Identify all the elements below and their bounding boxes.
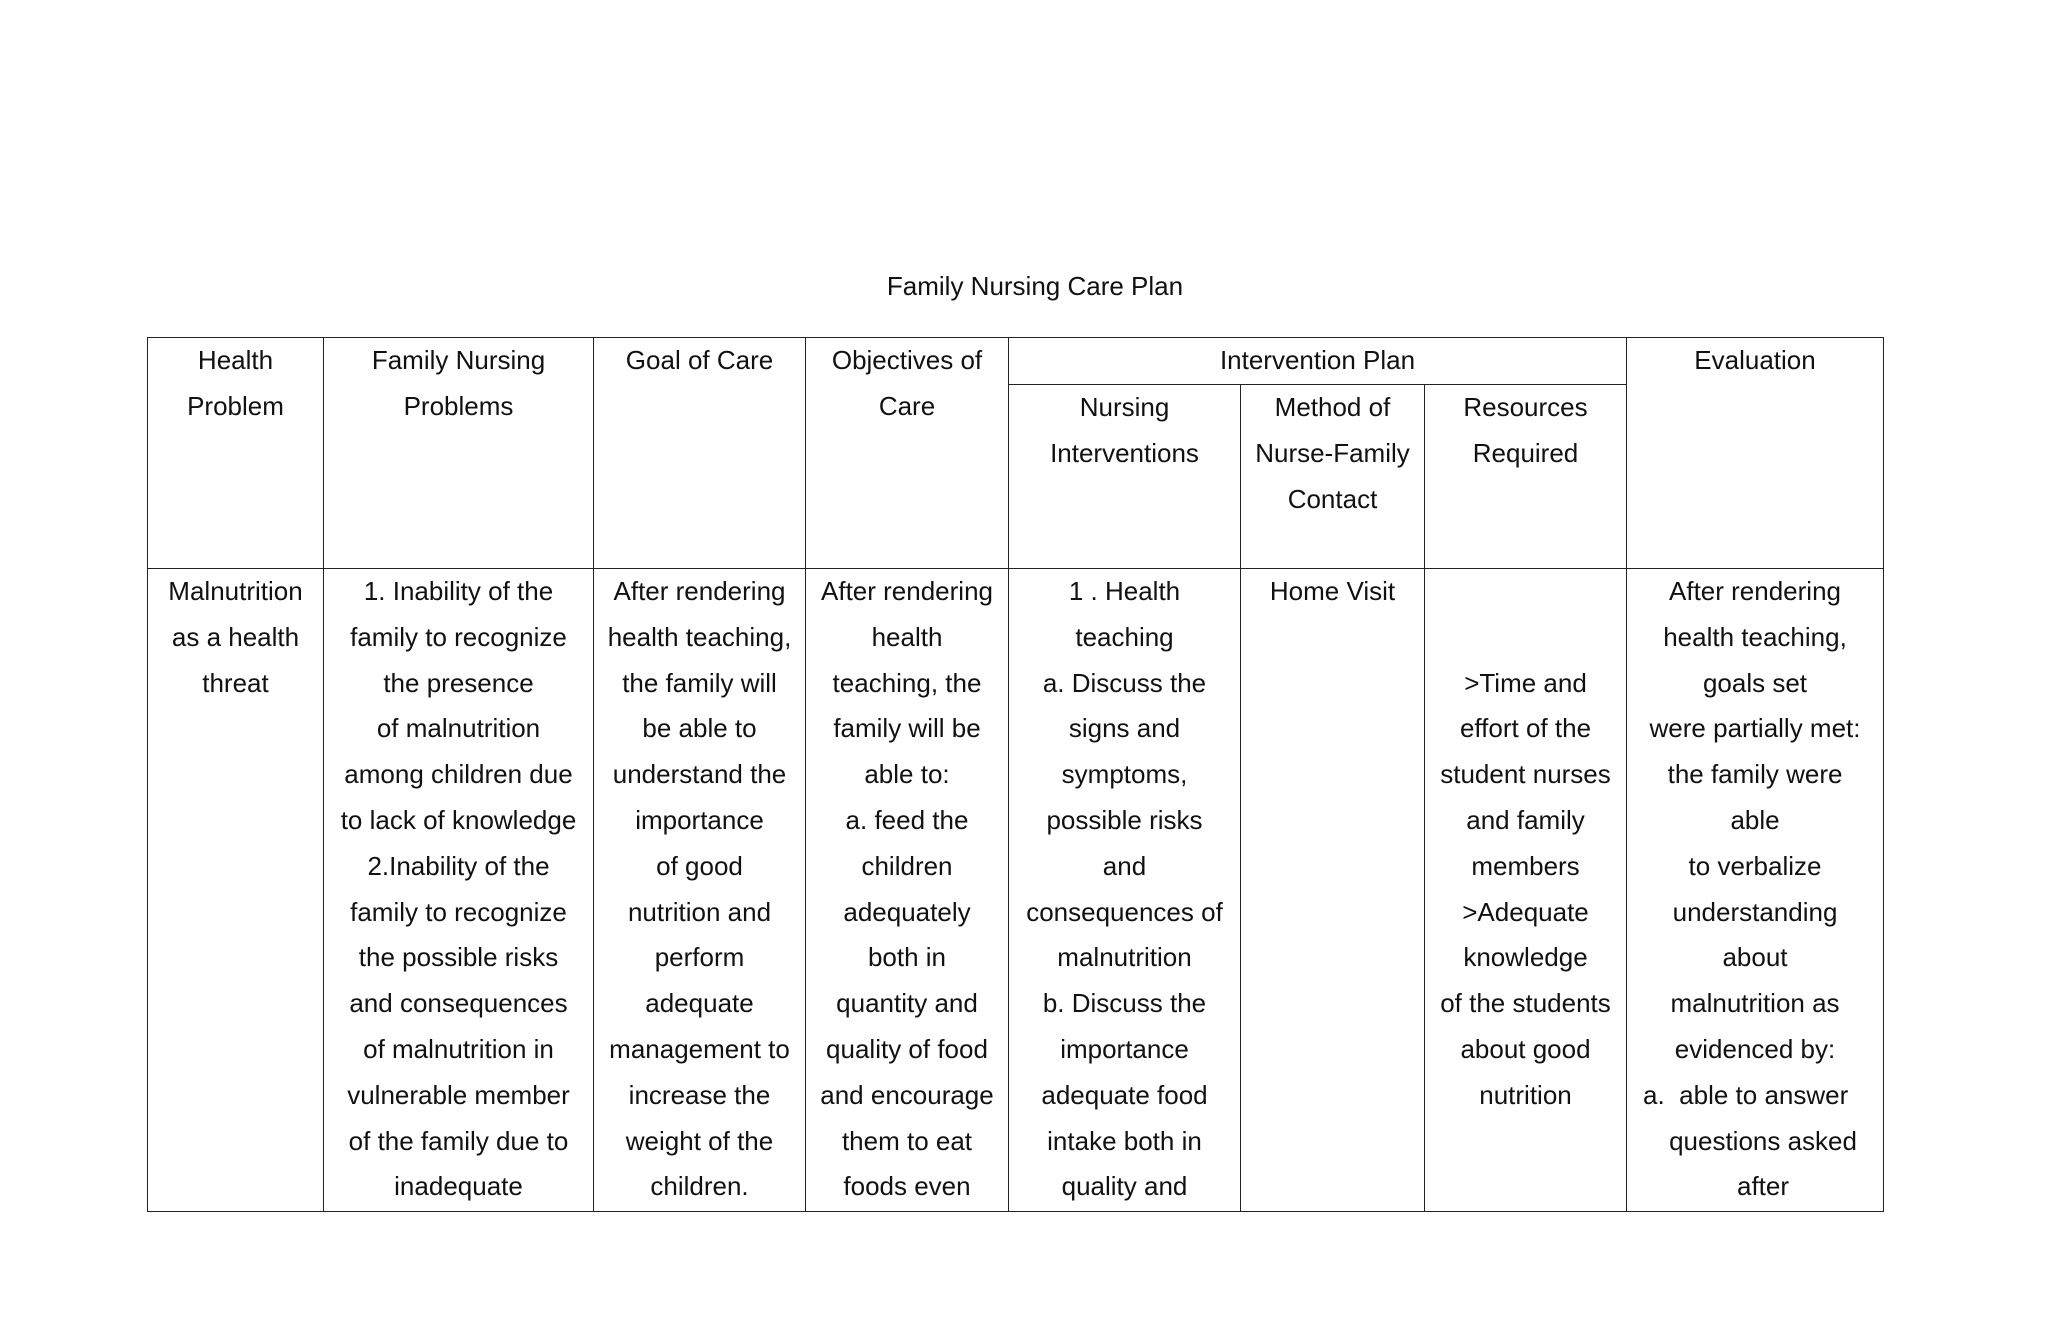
cell-method-of-contact: Home Visit — [1241, 569, 1425, 1212]
header-method-of-contact: Method of Nurse-Family Contact — [1241, 385, 1425, 569]
header-intervention-plan: Intervention Plan — [1009, 338, 1627, 385]
cell-resources-required: >Time and effort of the student nurses and family members >Adequate knowledge of the students about good nutrition — [1425, 569, 1627, 1212]
header-objectives-of-care: Objectives of Care — [806, 338, 1009, 569]
care-plan-table — [147, 337, 1884, 1212]
header-row-1 — [148, 338, 1884, 385]
table-row — [148, 569, 1884, 1212]
list-marker: a. — [1643, 1079, 1665, 1110]
cell-family-nursing-problems: 1. Inability of the family to recognize the presence of malnutrition among children due to lack of knowledge 2.Inability of the family to recognize the possible risks and consequences of malnutrition in vulnerable member of the family due to inadequate — [324, 569, 594, 1212]
cell-nursing-interventions: 1 . Health teaching a. Discuss the signs and symptoms, possible risks and consequences of malnutrition b. Discuss the importance adequate food intake both in quality and — [1009, 569, 1241, 1212]
header-resources-required: Resources Required — [1425, 385, 1627, 569]
evaluation-list-item: a. able to answer — [1643, 1079, 1849, 1110]
header-nursing-interventions: Nursing Interventions — [1009, 385, 1241, 569]
cell-objectives-of-care: After rendering health teaching, the family will be able to: a. feed the children adequately both in quantity and quality of food and encourage them to eat foods even — [806, 569, 1009, 1212]
header-family-nursing-problems: Family Nursing Problems — [324, 338, 594, 569]
header-goal-of-care: Goal of Care — [594, 338, 806, 569]
cell-health-problem: Malnutrition as a health threat — [148, 569, 324, 1212]
header-health-problem: Health Problem — [148, 338, 324, 569]
cell-goal-of-care: After rendering health teaching, the family will be able to understand the importance of good nutrition and perform adequate management to increase the weight of the children. — [594, 569, 806, 1212]
cell-evaluation: After rendering health teaching, goals set were partially met: the family were able to verbalize understanding about malnutrition as evidenced by: a. able to answer questions asked after — [1627, 569, 1884, 1212]
document-title: Family Nursing Care Plan — [886, 271, 1184, 301]
header-evaluation: Evaluation — [1627, 338, 1884, 569]
